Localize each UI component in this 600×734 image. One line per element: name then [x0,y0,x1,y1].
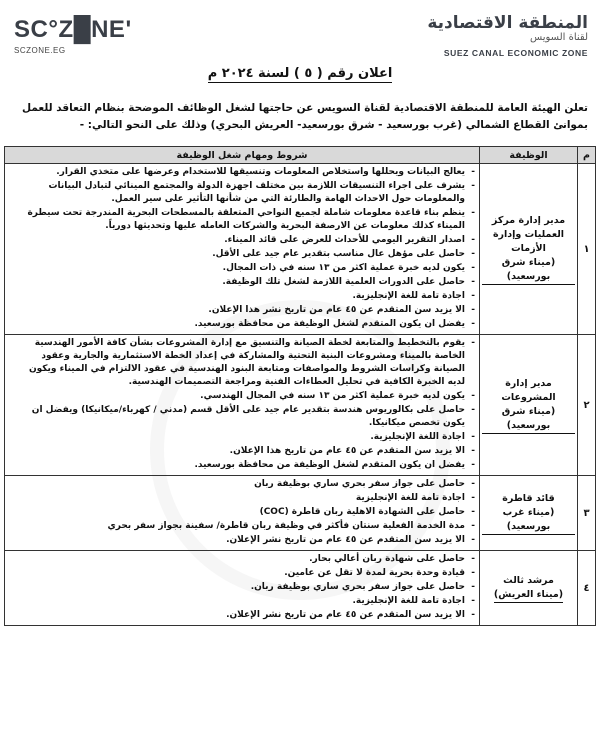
job-location: (ميناء شرق بورسعيد) [482,405,575,434]
row-number: ٢ [578,335,596,476]
sczone-site-text: SCZONE.EG [14,46,66,55]
duties-cell [5,335,480,476]
duty-item: - الا يزيد سن المتقدم عن ٤٥ عام من تاريخ نشر الإعلان. [9,609,475,622]
duty-item: - حاصل على الدورات العلمية اللازمة لشغل تلك الوظيفة. [9,276,475,289]
sczone-logo [14,16,132,55]
logo-arabic-main: المنطقة الاقتصادية [427,13,588,33]
duty-item: - اجادة تامة للغة الإنجليزية. [9,595,475,608]
duty-item: - حاصل على الشهادة الاهلية ربان قاطرة (COC) [9,506,475,519]
duties-list [9,478,475,547]
duty-item: - اصدار التقرير اليومي للأحداث للعرض على قائد الميناء. [9,234,475,247]
row-number: ٣ [578,476,596,551]
job-title-cell [480,164,578,335]
job-title-cell [480,551,578,626]
duty-item: - قيادة وحدة بحرية لمدة لا تقل عن عامين. [9,567,475,580]
duties-cell [5,551,480,626]
table-row [5,335,596,476]
row-number: ١ [578,164,596,335]
logo-arabic-sub: لقناة السويس [529,32,588,43]
job-title-cell [480,335,578,476]
announcement-title-text: اعلان رقم ( ٥ ) لسنة ٢٠٢٤ م [207,66,393,81]
job-location: (ميناء غرب بورسعيد) [482,506,575,535]
duty-item: - يشرف على اجراء التنسيقات اللازمة بين مختلف اجهزة الدولة والمجتمع المينائي لتبادل البيانات والمعلومات حول الاحداث الهامة والطارئة التي من شأنها التأثير على سير العمل. [9,180,475,206]
job-title: قائد قاطرة [502,492,555,504]
table-row [5,476,596,551]
duty-item: - حاصل على مؤهل عال مناسب بتقدير عام جيد على الأقل. [9,248,475,261]
jobs-table-container [4,146,596,734]
table-row [5,551,596,626]
duty-item: - حاصل على شهادة ربان أعالي بحار. [9,553,475,566]
job-title-cell [480,476,578,551]
job-location: (ميناء شرق بورسعيد) [482,256,575,285]
duties-cell [5,164,480,335]
duty-item: - يقوم بالتخطيط والمتابعة لخطة الصيانة والتنسيق مع إدارة المشروعات بشأن كافة الأمور الهندسية الخاصة بالميناء ومشروعات البنية التحتية والمشاركة في إعداد الخطة الاستثمارية والجارية وعقود الصيانة وكراسات الشروط والمواصفات ومتابعة البنود الهندسية في عقود الالتزام في الميناء ويكون لديه الخبرة الكافية في تحليل العطاءات الفنية ومراجعة التصميمات الهندسية. [9,337,475,389]
duty-item: - الا يزيد سن المتقدم عن ٤٥ عام من تاريخ نشر هذا الإعلان. [9,304,475,317]
duty-item: - الا يزيد سن المتقدم عن ٤٥ عام من تاريخ هذا الإعلان. [9,445,475,458]
table-row [5,164,596,335]
header-duties: شروط ومهام شغل الوظيفة [5,147,480,164]
duties-list [9,166,475,331]
duty-item: - ينظم بناء قاعدة معلومات شاملة لجميع النواحي المتعلقة بالمسطحات البحرية المندرجة تحت سيطرة الميناء كذلك معلومات عن الارصفة البحرية والشركات العامله عليها وتحديثها دورياً. [9,207,475,233]
logo-english-text: SUEZ CANAL ECONOMIC ZONE [443,48,588,58]
sczone-brand-text: SC°Z█NE' [14,16,132,43]
job-title: مدير إدارة المشروعات [501,377,556,403]
announcement-title [0,66,600,81]
duty-item: - حاصل على جواز سفر بحري ساري بوظيفة ربان [9,478,475,491]
duty-item: - حاصل على جواز سفر بحري ساري بوظيفة ربان. [9,581,475,594]
duties-list [9,337,475,472]
jobs-table [4,146,596,626]
duty-item: - يكون لديه خبرة عملية اكثر من ١٣ سنه في المجال الهندسي. [9,390,475,403]
job-title: مدير إدارة مركز العمليات وإدارة الأزمات [491,214,566,254]
duty-item: - اجادة اللغة الإنجليزية. [9,431,475,444]
duty-item: - يعالج البيانات ويحللها واستخلاص المعلومات وتنسيقها للاستخدام وعرضها على متخذي القرار. [9,166,475,179]
duty-item: - يفضل ان يكون المتقدم لشغل الوظيفة من محافظة بورسعيد. [9,318,475,331]
duties-cell [5,476,480,551]
job-location: (ميناء العريش) [494,588,563,603]
duty-item: - الا يزيد سن المتقدم عن ٤٥ عام من تاريخ نشر الإعلان. [9,534,475,547]
row-number: ٤ [578,551,596,626]
suez-canal-zone-logo [398,14,588,58]
duty-item: - يكون لديه خبرة عملية اكثر من ١٣ سنه في ذات المجال. [9,262,475,275]
header-job: الوظيفة [480,147,578,164]
table-header-row [5,147,596,164]
job-title: مرشد ثالث [503,574,554,586]
duty-item: - يفضل ان يكون المتقدم لشغل الوظيفة من محافظة بورسعيد. [9,459,475,472]
page-header [0,0,600,62]
duty-item: - اجادة تامة للغة الإنجليزية [9,492,475,505]
header-num: م [578,147,596,164]
announcement-intro: تعلن الهيئة العامة للمنطقة الاقتصادية لقناة السويس عن حاجتها لشغل الوظائف الموضحة بنظام التعاقد للعمل بموانئ القطاع الشمالي (غرب بورسعيد - شرق بورسعيد- العريش البحري) وذلك على النحو التالي: - [21,102,588,131]
duty-item: - حاصل على بكالوريوس هندسة بتقدير عام جيد على الأقل قسم (مدني / كهرباء/ميكانيكا) ويفضل ان يكون تخصص ميكانيكا. [9,404,475,430]
duty-item: - مدة الخدمة الفعلية سنتان فأكثر في وظيفة ربان قاطرة/ سفينة بجواز سفر بحري [9,520,475,533]
duties-list [9,553,475,622]
duty-item: - اجادة تامة للغة الإنجليزية. [9,290,475,303]
